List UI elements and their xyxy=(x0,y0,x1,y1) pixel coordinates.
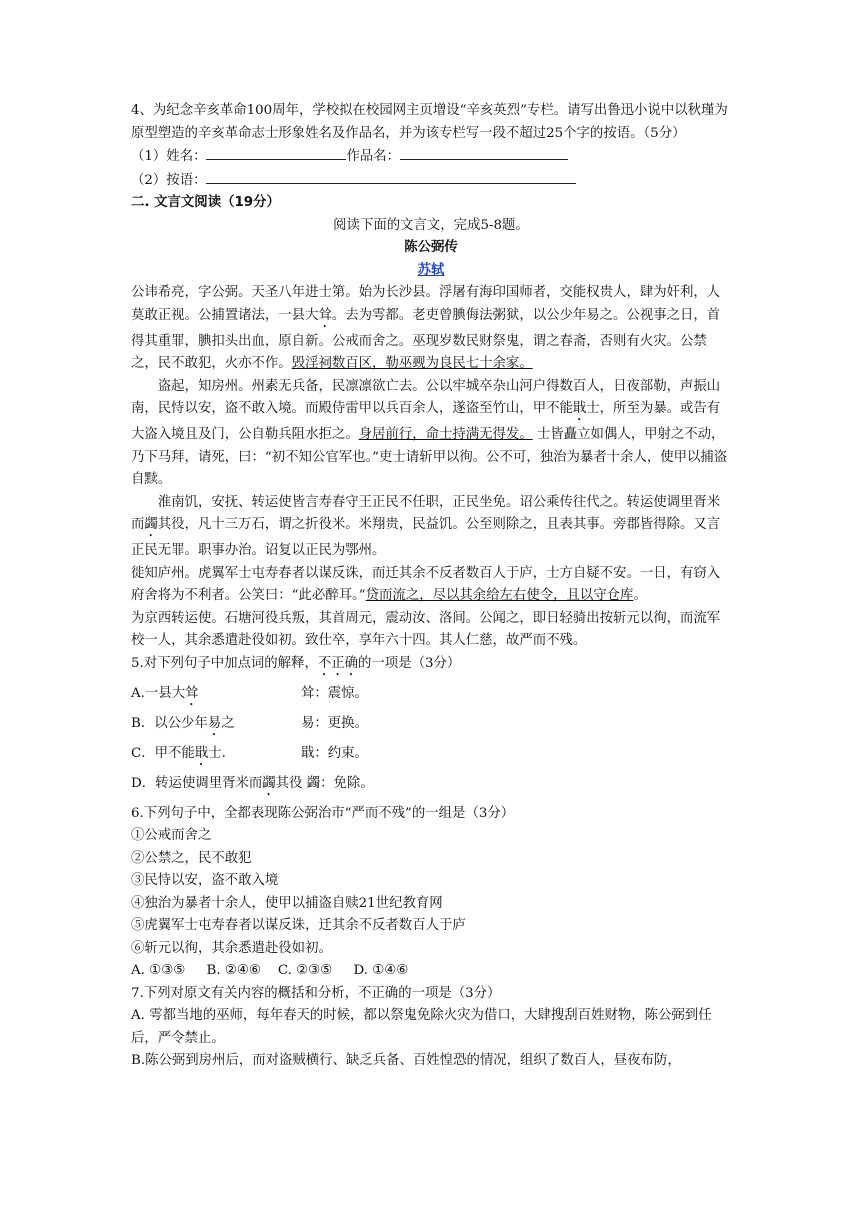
dotted-word: 戢 xyxy=(572,401,587,416)
q6-item: ⑥斩元以徇，其余悉遣赴役如初。 xyxy=(131,940,332,956)
reading-instruction: 阅读下面的文言文，完成5-8题。 xyxy=(333,217,529,233)
author-link[interactable]: 苏轼 xyxy=(417,262,445,278)
q7-option-a[interactable]: A. 雩都当地的巫师，每年春天的时候，都以祭鬼免除火灾为借口，大肆搜刮百姓财物，陈公弼到任后，严令禁止。 xyxy=(131,1008,712,1046)
name-blank[interactable] xyxy=(206,145,346,160)
q4-text: 4、为纪念辛亥革命100周年，学校拟在校园网主页增设“辛亥英烈”专栏。请写出鲁迅小说中以秋瑾为原型塑造的辛亥革命志士形象姓名及作品名，并为该专栏写一段不超过25个字的按语。（5分） xyxy=(131,103,728,141)
q6-item: ④独治为暴者十余人，使甲以捕盗自赎21世纪教育网 xyxy=(131,895,443,911)
dotted-word: 耸 xyxy=(318,307,332,323)
q5-option-d[interactable]: D．转运使调里胥米而 蠲 其役 蠲：免除。 xyxy=(131,775,374,791)
q5-option-c[interactable]: C．甲不能戢士. 戢：约束。 xyxy=(131,745,368,761)
passage-title: 陈公弼传 xyxy=(404,240,458,255)
q6-item: ①公戒而舍之 xyxy=(131,828,212,843)
q7-option-b[interactable]: B.陈公弼到房州后，而对盗贼横行、缺乏兵备、百姓惶恐的情况，组织了数百人，昼夜布防， xyxy=(131,1053,681,1068)
q6-item: ⑤虎翼军士屯寿春者以谋反诛，迁其余不反者数百人于庐 xyxy=(131,918,466,933)
q6-stem: 6.下列句子中，全都表现陈公弼治市“严而不残”的一组是（3分） xyxy=(131,805,515,821)
passage-paragraph-2: 盗起，知房州。州素无兵备，民凛凛欲亡去。公以牢城卒杂山河户得数百人，日夜部勒，声振山南，民恃以安，盗不敢入境。而殿侍雷甲以兵百余人，遂盗至竹山，甲不能戢士，所至为暴。或告有大盗入境且及门，公自勒兵阻水拒之。身居前行，命士持满无得发。 士皆矗立如偶人，甲射之不动，乃下马拜，请死，曰：“初不知公官军也。”吏士请斩甲以徇。公不可，独治为暴者十余人，使甲以捕盗自黩。 xyxy=(131,378,728,487)
q5-option-a[interactable]: A.一县大耸 耸：震惊。 xyxy=(131,685,368,701)
q4-answer-line-2 xyxy=(131,169,731,193)
q5-stem: 5.对下列句子中加点词的解释，不正确的一项是（3分） xyxy=(131,655,461,671)
passage-paragraph-1: 公讳希亮，字公弼。天圣八年进士第。始为长沙县。浮屠有海印国师者，交能权贵人，肆为奸利，人莫敢正视。公捕置诸法，一县大耸。去为雩都。老吏曾腆侮法粥狱，以公少年易之。公视事之日，首得其重罪，腆扣头出血，原自新。公戒而舍之。巫现岁数民财祭鬼，谓之春斋，否则有火灾。公禁之，民不敢犯，火亦不作。毁淫祠数百区，勒巫觋为良民七十余家。 xyxy=(131,285,721,371)
section-heading: 二. 文言文阅读（19分） xyxy=(131,195,280,210)
passage-paragraph-3: 淮南饥，安抚、转运使皆言寿春守王正民不任职，正民坐免。诏公乘传往代之。转运使调里胥米而蠲其役，凡十三万石，谓之折役米。米翔贵，民益饥。公至则除之，且表其事。旁郡皆得除。又言正民无罪。职事办治。诏复以正民为鄂州。 xyxy=(131,494,721,558)
underlined-sentence: 身居前行，命士持满无得发。 xyxy=(358,427,533,442)
underlined-sentence: 毁淫祠数百区，勒巫觋为良民七十余家。 xyxy=(291,356,533,371)
work-label: 作品名： xyxy=(346,149,401,164)
work-blank[interactable] xyxy=(400,145,568,160)
q4-answer-line-1 xyxy=(131,145,731,169)
note-label: （2）按语： xyxy=(131,172,207,188)
document-page xyxy=(131,100,731,1073)
passage-paragraph-4: 徙知庐州。虎翼军士屯寿春者以谋反诛，而迁其余不反者数百人于庐，士方自疑不安。一日，有窃入府舍将为不利者。公笑曰：“此必醉耳。”贷而流之，尽以其余给左右使令，且以守仓库。 xyxy=(131,565,721,603)
q7-stem: 7.下列对原文有关内容的概括和分析，不正确的一项是（3分） xyxy=(131,985,501,1001)
q6-item: ②公禁之，民不敢犯 xyxy=(131,850,252,866)
underlined-sentence: 贷而流之，尽以其余给左右使令，且以守仓库 xyxy=(365,588,634,603)
q5-option-b[interactable]: B．以公少年易之 易：更换。 xyxy=(131,715,368,731)
passage-paragraph-5: 为京西转运使。石塘河役兵叛，其首周元，震动汝、洛间。公闻之，即日轻骑出按斩元以徇，而流军校一人，其余悉遣赴役如初。致仕卒，享年六十四。其人仁慈，故严而不残。 xyxy=(131,610,721,648)
q6-item: ③民恃以安，盗不敢入境 xyxy=(131,873,279,888)
note-blank[interactable] xyxy=(206,169,576,184)
name-label: （1）姓名： xyxy=(131,149,207,164)
dotted-word: 蠲 xyxy=(144,517,158,532)
q6-choices[interactable]: A. ①③⑤ B. ②④⑥ C. ②③⑤ D. ①④⑥ xyxy=(131,963,409,978)
